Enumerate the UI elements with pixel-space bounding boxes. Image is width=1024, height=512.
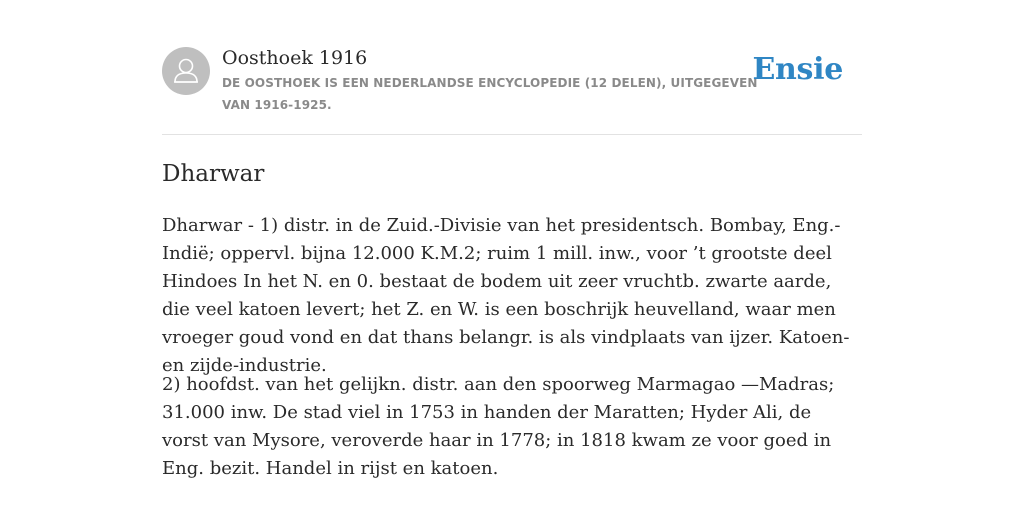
article-title: Dharwar (162, 161, 265, 187)
brand-logo[interactable]: Ensie (752, 52, 843, 87)
source-description: DE OOSTHOEK IS EEN NEDERLANDSE ENCYCLOPEDIE (12 DELEN), UITGEGEVEN VAN 1916-1925. (222, 76, 758, 112)
article-paragraph: 2) hoofdst. van het gelijkn. distr. aan den spoorweg Marmagao —Madras; 31.000 inw. De stad viel in 1753 in handen der Maratten; Hyder Ali, de vorst van Mysore, veroverde haar in 1778; in 1818 kwam ze voor goed in Eng. bezit. Handel in rijst en katoen. (162, 374, 835, 479)
source-header (162, 0, 862, 135)
source-name[interactable]: Oosthoek 1916 (222, 47, 368, 69)
page-content (162, 0, 862, 479)
user-icon[interactable] (162, 47, 210, 95)
article-paragraph: Dharwar - 1) distr. in de Zuid.-Divisie van het presidentsch. Bombay, Eng.-Indië; oppervl. bijna 12.000 K.M.2; ruim 1 mill. inw., voor ’t grootste deel Hindoes In het N. en 0. bestaat de bodem uit zeer vruchtb. zwarte aarde, die veel katoen levert; het Z. en W. is een boschrijk heuvelland, waar men vroeger goud vond en dat thans belangr. is als vindplaats van ijzer. Katoen- en zijde-industrie. (162, 215, 850, 376)
